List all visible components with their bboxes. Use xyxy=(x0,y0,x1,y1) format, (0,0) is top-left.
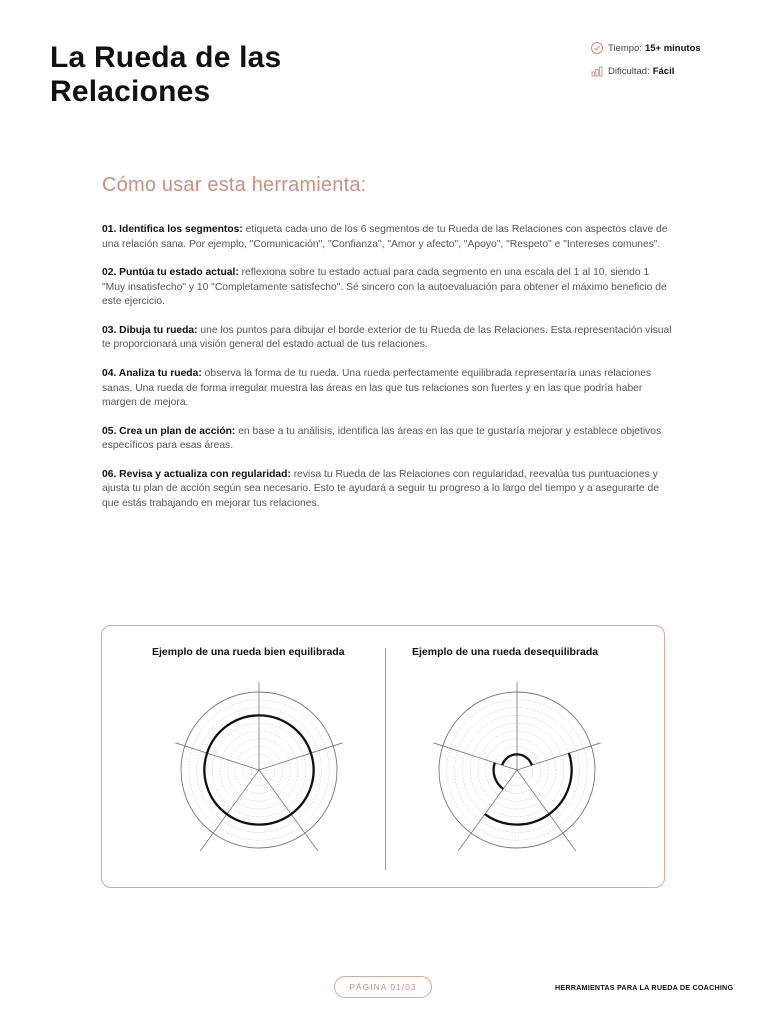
instruction-step xyxy=(102,324,672,353)
unbalanced-wheel-diagram xyxy=(400,666,630,876)
section-title: Cómo usar esta herramienta: xyxy=(102,174,367,196)
unbalanced-wheel-segment-divider xyxy=(517,770,576,851)
unbalanced-wheel-score-arc xyxy=(517,754,532,765)
step-heading: 04. Analiza tu rueda: xyxy=(102,368,202,380)
step-text: revisa tu Rueda de las Relaciones con regularidad, reevalúa tus puntuaciones y ajusta tu plan de acción según sea necesario. Esto te ayudará a seguir tu progreso a lo largo del tiempo y a asegurarte de que estás trabajando en mejorar tus relaciones. xyxy=(102,468,659,509)
step-text: reflexiona sobre tu estado actual para cada segmento en una escala del 1 al 10, siendo 1 "Muy insatisfecho" y 10 "Completamente satisfecho". Sé sincero con la autoevaluación para obtener el máximo beneficio de este ejercicio. xyxy=(102,267,667,308)
bar-chart-icon xyxy=(590,64,604,78)
balanced-wheel-score-arc xyxy=(227,814,291,824)
step-heading: 05. Crea un plan de acción: xyxy=(102,425,236,437)
clock-icon xyxy=(590,41,604,55)
balanced-wheel-score-arc xyxy=(259,715,311,753)
difficulty-label: Dificultad: xyxy=(608,65,650,77)
page-number-badge: PÁGINA 01/03 xyxy=(334,976,432,998)
balanced-wheel-diagram xyxy=(142,666,372,876)
instruction-step xyxy=(102,468,672,512)
examples-panel xyxy=(101,625,665,888)
difficulty-row xyxy=(590,63,701,79)
activity-meta xyxy=(590,40,701,86)
balanced-wheel-segment-divider xyxy=(175,743,259,770)
balanced-wheel-segment-divider xyxy=(259,743,343,770)
instruction-step xyxy=(102,367,672,411)
step-text: en base a tu análisis, identifica las áreas en las que te gustaría mejorar y establece objetivos específicos para esas áreas. xyxy=(102,425,662,452)
step-heading: 06. Revisa y actualiza con regularidad: xyxy=(102,468,291,480)
page-title: La Rueda de las Relaciones xyxy=(50,41,282,108)
step-heading: 02. Puntúa tu estado actual: xyxy=(102,267,239,279)
step-text: observa la forma de tu rueda. Una rueda perfectamente equilibrada representaría unas relaciones sanas. Una rueda de forma irregular muestra las áreas en las que tus relaciones son fuertes y en las que podría haber margen de mejora. xyxy=(102,368,652,409)
balanced-wheel-score-arc xyxy=(291,753,314,814)
balanced-wheel-segment-divider xyxy=(259,770,318,851)
footer-series-title: HERRAMIENTAS PARA LA RUEDA DE COACHING xyxy=(555,983,734,992)
unbalanced-wheel-score-arc xyxy=(502,754,517,765)
instruction-step xyxy=(102,223,672,252)
step-text: etiqueta cada uno de los 6 segmentos de tu Rueda de las Relaciones con aspectos clave de una relación sana. Por ejemplo, "Comunicación", "Confianza", "Amor y afecto", "Apoyo", "Respeto" e "Intereses comunes". xyxy=(102,224,668,250)
unbalanced-wheel-segment-divider xyxy=(458,770,517,851)
time-value: 15+ minutos xyxy=(644,42,701,54)
unbalanced-wheel-score-arc xyxy=(485,814,549,824)
balanced-wheel-score-arc xyxy=(207,715,259,753)
balanced-wheel-score-arc xyxy=(204,753,227,814)
step-text: une los puntos para dibujar el borde exterior de tu Rueda de las Relaciones. Esta representación visual te proporcionará una visión general del estado actual de tus relaciones. xyxy=(102,324,672,351)
balanced-wheel-segment-divider xyxy=(200,770,259,851)
unbalanced-wheel-segment-divider xyxy=(517,743,601,770)
unbalanced-example-title: Ejemplo de una rueda desequilibrada xyxy=(412,646,599,658)
step-heading: 01. Identifica los segmentos: xyxy=(102,224,243,235)
time-label: Tiempo: xyxy=(608,42,642,54)
step-heading: 03. Dibuja tu rueda: xyxy=(102,324,198,336)
instruction-step xyxy=(102,425,672,454)
time-row xyxy=(590,40,701,56)
unbalanced-wheel-score-arc xyxy=(549,753,572,814)
difficulty-value: Fácil xyxy=(652,65,675,77)
balanced-example-title: Ejemplo de una rueda bien equilibrada xyxy=(152,646,345,658)
unbalanced-wheel-segment-divider xyxy=(433,743,517,770)
examples-divider xyxy=(385,648,386,870)
instruction-list xyxy=(102,223,672,526)
instruction-step xyxy=(102,266,672,310)
